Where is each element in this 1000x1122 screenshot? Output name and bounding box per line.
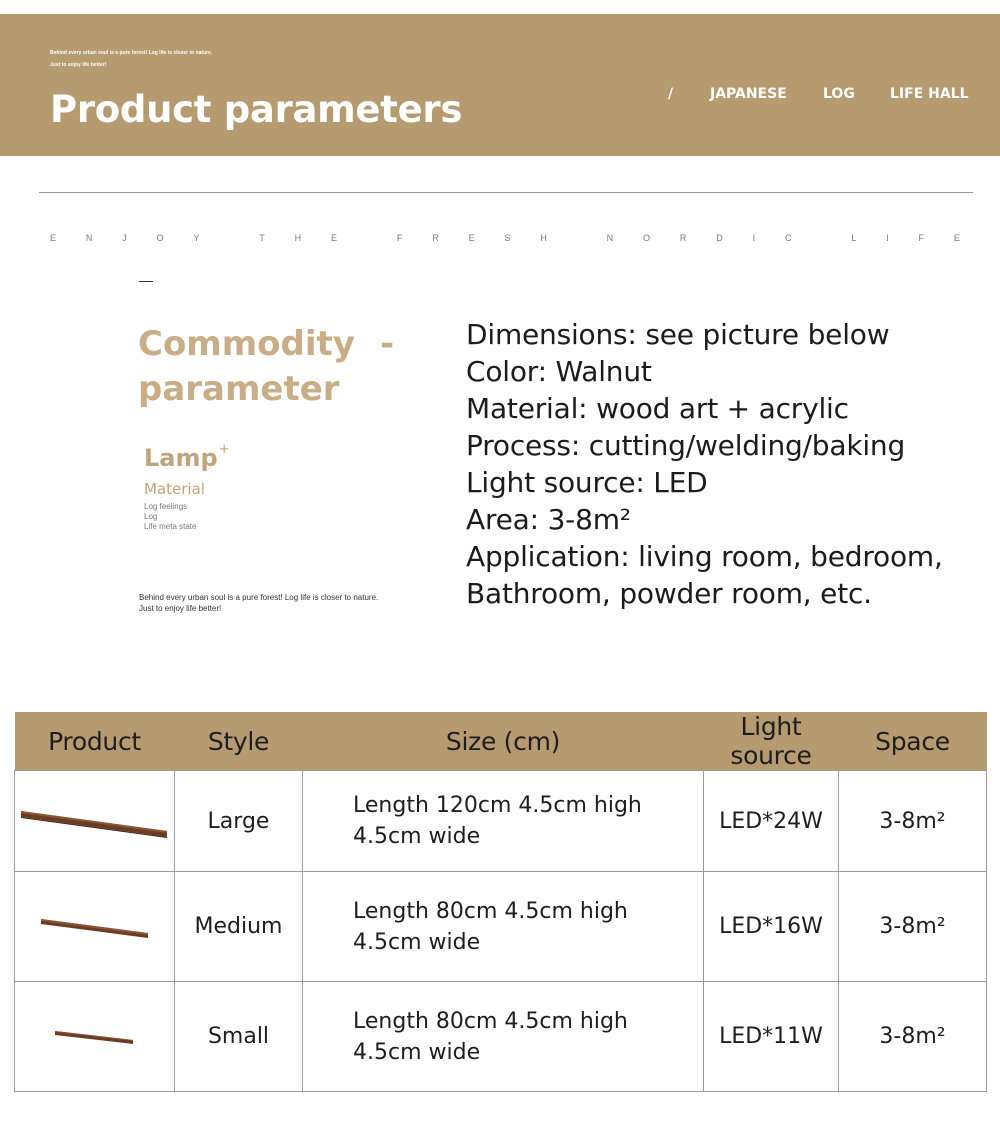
spec-application: Application: living room, bedroom, — [466, 540, 943, 573]
page-title: Product parameters — [50, 88, 463, 131]
light-cell: LED*16W — [704, 872, 839, 982]
tagline-letter: T — [259, 233, 265, 243]
space-cell: 3-8m² — [839, 872, 987, 982]
product-image-medium — [15, 872, 175, 982]
size-line-1: Length 80cm 4.5cm high — [353, 1008, 628, 1034]
lamp-small-image — [15, 1017, 174, 1057]
nav-item-life-hall[interactable]: LIFE HALL — [890, 86, 969, 102]
spec-light-source: Light source: LED — [466, 466, 708, 499]
lamp-large-image — [15, 801, 174, 841]
nav-separator: / — [668, 86, 674, 102]
tagline-letter: H — [540, 233, 547, 243]
commodity-title-line-2: parameter — [138, 369, 340, 409]
header-space: Space — [839, 712, 987, 771]
product-image-small — [15, 982, 175, 1092]
size-line-1: Length 80cm 4.5cm high — [353, 898, 628, 924]
nav-item-japanese[interactable]: JAPANESE — [710, 86, 787, 102]
banner-tagline-line-1: Behind every urban soul is a pure forest! Log life is closer to nature. — [50, 50, 213, 56]
footnote-line-2: Just to enjoy life better! — [139, 604, 222, 613]
spec-application-continued: Bathroom, powder room, etc. — [466, 577, 872, 610]
commodity-title-dash: - — [380, 324, 395, 364]
header-size: Size (cm) — [303, 712, 704, 771]
tagline-letter: L — [851, 233, 857, 243]
spec-process: Process: cutting/welding/baking — [466, 429, 906, 462]
style-cell: Medium — [175, 872, 303, 982]
tagline-letter: R — [679, 233, 687, 243]
table-row — [15, 872, 987, 982]
tagline-letter: H — [294, 233, 302, 243]
size-cell — [303, 771, 704, 872]
tagline-letter: N — [606, 233, 614, 243]
tagline-letter: F — [396, 233, 403, 243]
spec-list — [466, 316, 943, 612]
table-header-row — [15, 712, 987, 771]
tagline-letter: I — [752, 233, 756, 243]
tagline-letter: F — [918, 233, 925, 243]
table-row — [15, 771, 987, 872]
tagline-letter: O — [642, 233, 650, 243]
tagline-letter: N — [85, 233, 93, 243]
space-cell: 3-8m² — [839, 771, 987, 872]
banner-tagline-line-2: Just to enjoy life better! — [50, 62, 107, 68]
header-banner — [0, 14, 1000, 156]
feature-line: Life meta state — [144, 522, 197, 531]
parameter-table — [14, 712, 987, 1092]
feature-line: Log feelings — [144, 502, 188, 511]
style-cell: Small — [175, 982, 303, 1092]
feature-list — [144, 502, 196, 532]
spec-area: Area: 3-8m² — [466, 503, 631, 536]
tagline-letter: E — [50, 233, 57, 243]
divider-line — [39, 192, 973, 193]
tagline-letter: C — [785, 233, 792, 243]
footnote — [139, 592, 378, 614]
nav-item-log[interactable]: LOG — [823, 86, 855, 102]
tagline-letter: D — [716, 233, 723, 243]
tagline-letter: S — [504, 233, 511, 243]
header-product: Product — [15, 712, 175, 771]
tagline-letter: O — [156, 233, 164, 243]
tagline-letter: E — [331, 233, 338, 243]
section-dash — [139, 281, 153, 282]
tagline-letter: E — [953, 233, 960, 243]
size-line-1: Length 120cm 4.5cm high — [353, 793, 642, 818]
spec-material: Material: wood art + acrylic — [466, 392, 849, 425]
size-line-2: 4.5cm wide — [353, 1039, 481, 1065]
light-cell: LED*11W — [704, 982, 839, 1092]
header-style: Style — [175, 712, 303, 771]
commodity-title-line-1: Commodity — [138, 324, 355, 364]
size-line-2: 4.5cm wide — [353, 824, 481, 849]
tagline-letter: I — [886, 233, 889, 243]
footnote-line-1: Behind every urban soul is a pure forest! Log life is closer to nature. — [139, 593, 379, 602]
space-cell: 3-8m² — [839, 982, 987, 1092]
tagline-letter: J — [122, 233, 127, 243]
size-line-2: 4.5cm wide — [353, 929, 481, 955]
tagline-letter: Y — [193, 233, 200, 243]
style-cell: Large — [175, 771, 303, 872]
table-row — [15, 982, 987, 1092]
lamp-medium-image — [15, 907, 174, 947]
size-cell — [303, 982, 704, 1092]
light-cell: LED*24W — [704, 771, 839, 872]
material-heading: Material — [144, 480, 205, 498]
header-light-source: Light source — [704, 712, 839, 771]
tagline-spaced — [50, 233, 960, 243]
lamp-heading: Lamp+ — [144, 442, 230, 472]
spec-dimensions: Dimensions: see picture below — [466, 318, 890, 351]
product-image-large — [15, 771, 175, 872]
spec-color: Color: Walnut — [466, 355, 652, 388]
feature-line: Log — [144, 512, 158, 521]
tagline-letter: R — [432, 233, 439, 243]
tagline-letter: E — [468, 233, 475, 243]
size-cell — [303, 872, 704, 982]
